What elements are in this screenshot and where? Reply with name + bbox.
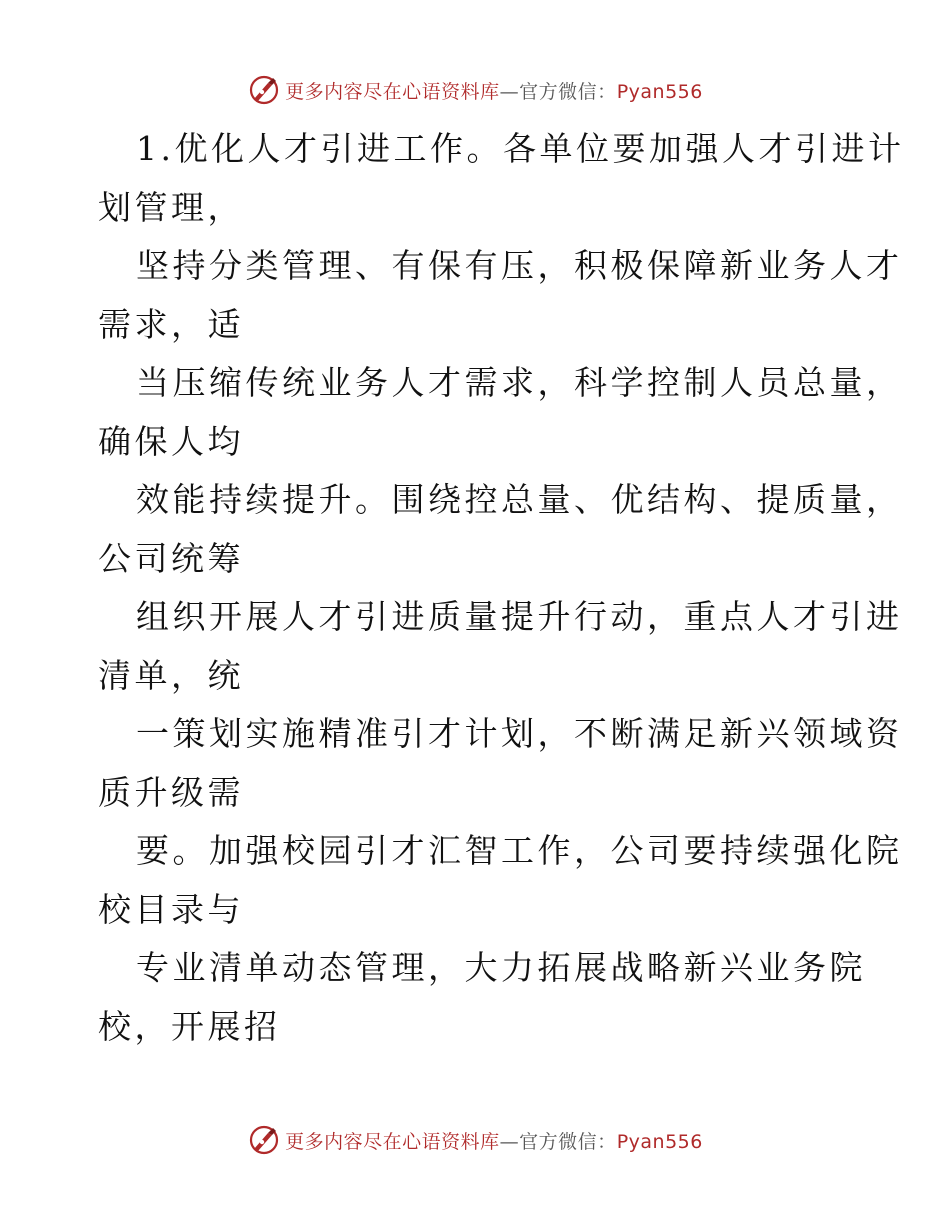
header-watermark	[0, 70, 950, 110]
text-line: 效能持续提升。围绕控总量、优结构、提质量，	[136, 480, 903, 519]
watermark-label: 官方微信：	[519, 1130, 617, 1153]
brand-logo-icon	[247, 73, 281, 107]
watermark-wechat-id: Pyan556	[616, 80, 703, 103]
watermark-label: 官方微信：	[519, 80, 617, 103]
watermark-text	[285, 1127, 703, 1154]
text-line: 校，开展招	[98, 1006, 281, 1046]
text-line: 专业清单动态管理，大力拓展战略新兴业务院	[136, 948, 866, 987]
text-line: 要。加强校园引才汇智工作，公司要持续强化院	[136, 831, 903, 870]
text-line: 确保人均	[98, 421, 244, 461]
text-line: 组织开展人才引进质量提升行动，重点人才引进	[136, 597, 903, 636]
footer-watermark	[0, 1120, 950, 1160]
watermark-wechat-id: Pyan556	[616, 1130, 703, 1153]
watermark-title: 更多内容尽在心语资料库	[285, 80, 500, 103]
text-line: 划管理，	[98, 187, 244, 227]
text-line: 当压缩传统业务人才需求，科学控制人员总量，	[136, 363, 903, 402]
watermark-dash: —	[499, 1130, 520, 1153]
brand-logo-icon	[247, 1123, 281, 1157]
watermark-dash: —	[499, 80, 520, 103]
text-line: 清单，统	[98, 655, 244, 695]
text-line: 坚持分类管理、有保有压，积极保障新业务人才	[136, 246, 903, 285]
text-line: 公司统筹	[98, 538, 244, 578]
text-line: 质升级需	[98, 772, 244, 812]
watermark-text	[285, 77, 703, 104]
text-line: 1.优化人才引进工作。各单位要加强人才引进计	[136, 129, 905, 168]
text-line: 一策划实施精准引才计划，不断满足新兴领域资	[136, 714, 903, 753]
text-line: 需求，适	[98, 304, 244, 344]
text-line: 校目录与	[98, 889, 244, 929]
watermark-title: 更多内容尽在心语资料库	[285, 1130, 500, 1153]
document-body	[98, 120, 905, 1056]
